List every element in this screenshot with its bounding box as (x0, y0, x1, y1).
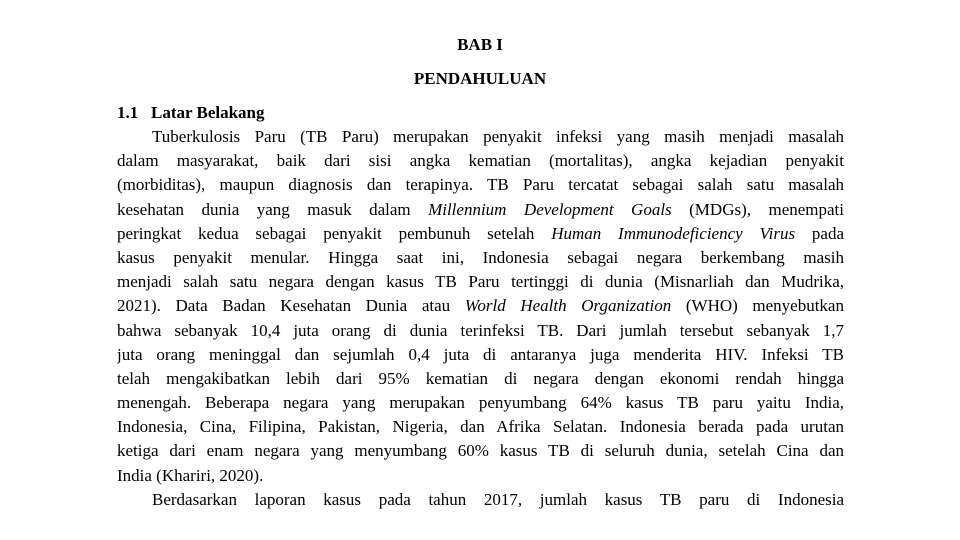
text-run: (morbiditas), maupun diagnosis dan terapinya. TB Paru tercatat sebagai salah satu masalah (117, 175, 844, 195)
text-run: Tuberkulosis Paru (TB Paru) merupakan penyakit infeksi yang masih menjadi masalah (152, 127, 844, 146)
text-run: ketiga dari enam negara yang menyumbang 60% kasus TB di seluruh dunia, setelah Cina dan (117, 441, 844, 461)
italic-term: Human Immunodeficiency Virus (551, 223, 796, 243)
text-line (117, 270, 844, 294)
body-text (117, 125, 844, 512)
text-run: dalam masyarakat, baik dari sisi angka kematian (mortalitas), angka kejadian penyakit (117, 151, 844, 171)
text-line (117, 415, 844, 439)
section-title: Latar Belakang (151, 103, 265, 122)
italic-term: World Health Organization (464, 296, 672, 316)
text-line (117, 439, 844, 463)
text-run: Indonesia, Cina, Filipina, Pakistan, Nigeria, dan Afrika Selatan. Indonesia berada pada urutan (117, 417, 844, 437)
text-line (117, 464, 844, 488)
text-run: India (Khariri, 2020). (117, 465, 264, 485)
chapter-title: PENDAHULUAN (413, 69, 547, 88)
text-line (117, 488, 844, 512)
text-line (117, 391, 844, 415)
paragraph-1 (117, 125, 844, 488)
text-line (117, 367, 844, 391)
text-line (117, 246, 844, 270)
text-line (117, 222, 844, 246)
text-run: 2021). Data Badan Kesehatan Dunia atau (117, 296, 465, 316)
text-line (117, 149, 844, 173)
text-run: juta orang meninggal dan sejumlah 0,4 juta di antaranya juga menderita HIV. Infeksi TB (117, 344, 844, 364)
text-run: (WHO) menyebutkan (671, 296, 844, 316)
text-line (117, 343, 844, 367)
text-line (117, 173, 844, 197)
text-run: (MDGs), menempati (671, 199, 844, 219)
text-line (117, 319, 844, 343)
text-run: peringkat kedua sebagai penyakit pembunuh setelah (117, 223, 552, 243)
text-run: bahwa sebanyak 10,4 juta orang di dunia terinfeksi TB. Dari jumlah tersebut sebanyak 1,7 (117, 320, 844, 340)
text-run: telah mengakibatkan lebih dari 95% kematian di negara dengan ekonomi rendah hingga (117, 368, 844, 388)
section-heading (117, 103, 265, 123)
paragraph-2 (117, 488, 844, 512)
text-run: menjadi salah satu negara dengan kasus TB Paru tertinggi di dunia (Misnarliah dan Mudrika, (117, 272, 844, 292)
text-run: Berdasarkan laporan kasus pada tahun 2017, jumlah kasus TB paru di Indonesia (152, 489, 844, 509)
section-number: 1.1 (117, 103, 139, 122)
text-line (117, 294, 844, 318)
text-run: kesehatan dunia yang masuk dalam (117, 199, 429, 219)
text-run: menengah. Beberapa negara yang merupakan penyumbang 64% kasus TB paru yaitu India, (117, 393, 844, 413)
text-line (117, 125, 844, 149)
text-line (117, 198, 844, 222)
text-run: pada (795, 223, 844, 243)
italic-term: Millennium Development Goals (428, 199, 672, 219)
chapter-number: BAB I (457, 35, 503, 54)
text-run: kasus penyakit menular. Hingga saat ini, Indonesia sebagai negara berkembang masih (117, 247, 844, 267)
